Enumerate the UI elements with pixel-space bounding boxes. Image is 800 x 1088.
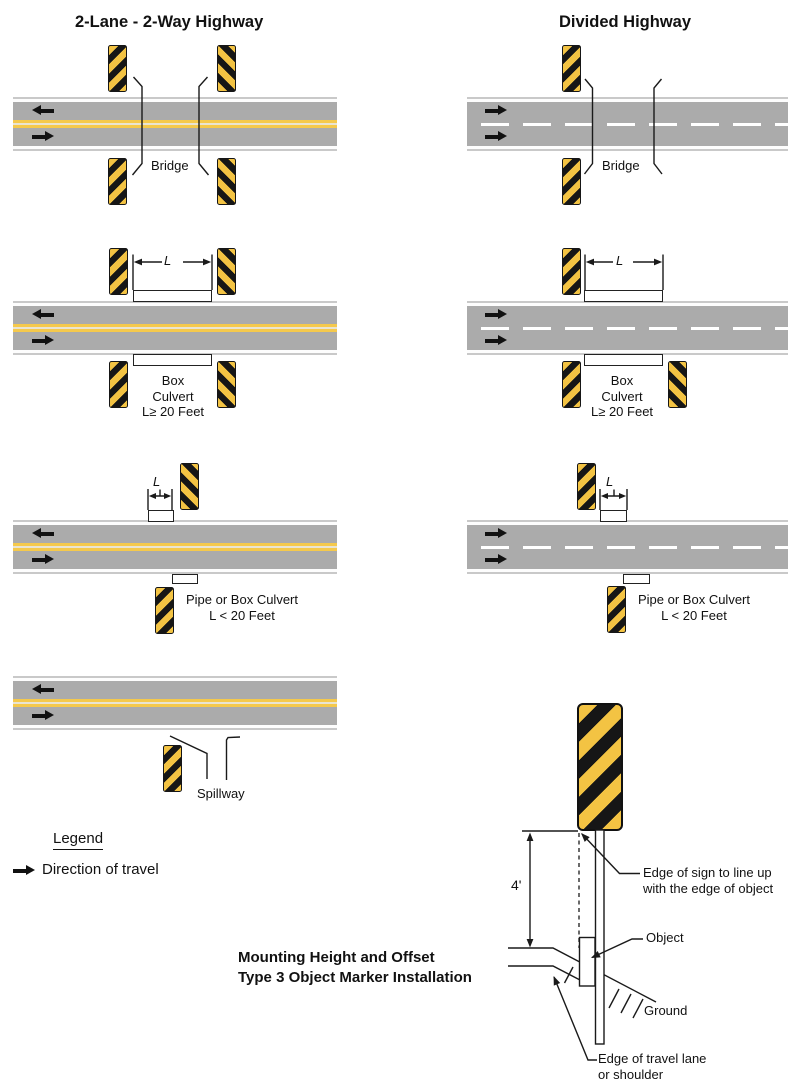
pipe-culvert-outline: [600, 510, 628, 522]
om3-left-marker-icon: [562, 45, 581, 92]
ground-and-road-section: [508, 948, 656, 1018]
travel-arrow-right-icon: [485, 532, 498, 536]
double-yellow-centerline: [13, 699, 337, 707]
ground-hatch: [565, 967, 574, 983]
bridge-label: Bridge: [602, 158, 640, 173]
roadway-two-lane-pipe-culvert: [13, 520, 337, 574]
travel-arrow-right-icon: [485, 558, 498, 562]
om3-marker-large-icon: [577, 703, 623, 831]
om3-left-marker-icon: [562, 158, 581, 205]
box-culvert-outline: [584, 290, 663, 302]
box-culvert-label-line3: L≥ 20 Feet: [590, 404, 654, 419]
double-yellow-centerline: [13, 120, 337, 128]
roadway-divided-box-culvert: [467, 301, 788, 355]
travel-edge-callout: [598, 1051, 706, 1082]
leader-travel-edge: [554, 977, 597, 1060]
box-culvert-outline: [133, 290, 212, 302]
roadway-two-lane-spillway: [13, 676, 337, 730]
pipe-culvert-label-line2: L < 20 Feet: [209, 607, 275, 623]
om3-left-marker-icon: [163, 745, 182, 792]
box-culvert-label: [112, 373, 234, 420]
double-yellow-centerline: [13, 543, 337, 551]
object-callout: Object: [646, 930, 684, 945]
ground-hatch: [633, 999, 643, 1018]
pipe-culvert-outline: [148, 510, 175, 522]
object-outline: [580, 938, 596, 987]
leader-object: [592, 939, 643, 958]
ground-hatch: [609, 989, 619, 1008]
sign-edge-callout: [643, 865, 773, 896]
om3-left-marker-icon: [577, 463, 596, 510]
box-culvert-label-line2: Culvert: [601, 388, 643, 404]
travel-arrow-left-icon: [41, 688, 54, 692]
spillway-label: Spillway: [197, 786, 245, 801]
right-column-title: Divided Highway: [559, 13, 692, 31]
travel-arrow-right-icon: [485, 313, 498, 317]
om3-left-marker-icon: [155, 587, 174, 634]
legend-travel-arrow-icon: [13, 869, 26, 873]
legend-direction-of-travel: Direction of travel: [42, 861, 159, 878]
roadway-divided-pipe-culvert: [467, 520, 788, 574]
sign-post: [596, 830, 605, 1044]
ground-hatch: [621, 994, 631, 1013]
pipe-culvert-label: [178, 592, 306, 623]
ground-callout: Ground: [644, 1003, 688, 1018]
om3-right-marker-icon: [217, 158, 236, 205]
legend-heading: Legend: [53, 830, 103, 850]
travel-edge-callout-line2: or shoulder: [598, 1066, 664, 1082]
om3-left-marker-icon: [108, 45, 127, 92]
box-culvert-label-line3: L≥ 20 Feet: [141, 404, 205, 419]
box-culvert-label-line2: Culvert: [152, 388, 194, 404]
dimension-l-label: L: [164, 253, 172, 268]
travel-arrow-right-icon: [32, 714, 45, 718]
installation-title-line2: Type 3 Object Marker Installation: [238, 969, 472, 986]
box-culvert-outline: [133, 354, 212, 366]
bridge-label: Bridge: [151, 158, 189, 173]
pipe-culvert-label-line1: Pipe or Box Culvert: [638, 592, 750, 607]
box-culvert-label: [561, 373, 683, 420]
dimension-l-label: L: [153, 474, 161, 489]
installation-title-line1: Mounting Height and Offset: [238, 949, 435, 966]
box-culvert-label-line1: Box: [161, 373, 185, 388]
left-column-title: 2-Lane - 2-Way Highway: [75, 13, 264, 31]
dimension-line-pipe-culvert-right: [600, 489, 627, 510]
travel-arrow-right-icon: [485, 339, 498, 343]
travel-arrow-right-icon: [32, 339, 45, 343]
pipe-culvert-label-line1: Pipe or Box Culvert: [186, 592, 298, 607]
double-yellow-centerline: [13, 324, 337, 332]
pipe-culvert-label-line2: L < 20 Feet: [661, 607, 727, 623]
travel-edge-callout-line1: Edge of travel lane: [598, 1051, 707, 1066]
travel-arrow-left-icon: [41, 532, 54, 536]
leader-sign-edge: [582, 834, 640, 874]
om3-right-marker-icon: [217, 45, 236, 92]
dashed-white-centerline: [467, 543, 788, 551]
travel-arrow-left-icon: [41, 109, 54, 113]
om3-left-marker-icon: [109, 248, 128, 295]
box-culvert-label-line1: Box: [610, 373, 634, 388]
pipe-culvert-outline: [172, 574, 198, 584]
travel-arrow-right-icon: [32, 135, 45, 139]
dimension-l-label: L: [606, 474, 614, 489]
pipe-culvert-label: [630, 592, 758, 623]
sign-edge-callout-line2: with the edge of object: [643, 880, 774, 896]
roadway-two-lane-bridge: [13, 97, 337, 151]
dimension-line-pipe-culvert-left: [148, 489, 172, 510]
om3-right-marker-icon: [217, 248, 236, 295]
dimension-line-box-culvert-left: [133, 255, 212, 291]
om3-right-marker-icon: [180, 463, 199, 510]
om3-left-marker-icon: [607, 586, 626, 633]
dimension-line-box-culvert-right: [585, 255, 663, 291]
dimension-l-label: L: [616, 253, 624, 268]
pipe-culvert-outline: [623, 574, 650, 584]
dashed-white-centerline: [467, 120, 788, 128]
travel-arrow-right-icon: [485, 135, 498, 139]
travel-arrow-left-icon: [41, 313, 54, 317]
dashed-white-centerline: [467, 324, 788, 332]
om3-left-marker-icon: [562, 248, 581, 295]
travel-arrow-right-icon: [485, 109, 498, 113]
travel-arrow-right-icon: [32, 558, 45, 562]
height-dimension-value: 4': [511, 877, 522, 893]
box-culvert-outline: [584, 354, 663, 366]
installation-title: [238, 948, 472, 988]
roadway-two-lane-box-culvert: [13, 301, 337, 355]
roadway-divided-bridge: [467, 97, 788, 151]
om3-left-marker-icon: [108, 158, 127, 205]
sign-edge-callout-line1: Edge of sign to line up: [643, 865, 772, 880]
